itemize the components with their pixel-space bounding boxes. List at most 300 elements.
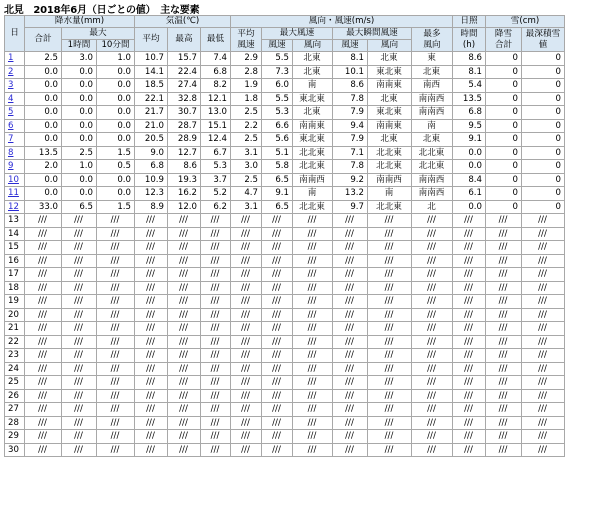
wind-most-line1: 最多 xyxy=(423,28,441,39)
precip-total-cell: /// xyxy=(25,416,62,430)
temp-avg-cell: /// xyxy=(135,322,168,336)
day-link[interactable]: 10 xyxy=(8,174,19,185)
day-link[interactable]: 8 xyxy=(8,147,14,158)
sunshine-hours-cell: /// xyxy=(453,254,486,268)
wind-max-speed-cell: 5.6 xyxy=(262,133,293,147)
precip-10m-cell: /// xyxy=(97,322,135,336)
day-cell xyxy=(5,308,25,322)
precip-10m-cell: /// xyxy=(97,403,135,417)
day-number: 23 xyxy=(8,350,19,361)
precip-1h-cell: /// xyxy=(62,362,97,376)
precip-1h-cell: 0.0 xyxy=(62,92,97,106)
table-row xyxy=(5,119,565,133)
wind-max-dir-header: 風向 xyxy=(293,40,333,52)
wind-gust-speed-cell: /// xyxy=(333,322,368,336)
wind-gust-dir-cell: 北北東 xyxy=(368,160,412,174)
temp-max-cell: /// xyxy=(168,308,201,322)
wind-gust-dir-cell: 北北東 xyxy=(368,146,412,160)
wind-max-dir-cell: 北東 xyxy=(293,106,333,120)
snow-depth-max-cell: /// xyxy=(522,430,565,444)
wind-gust-speed-cell: /// xyxy=(333,362,368,376)
snowfall-total-cell: 0 xyxy=(486,119,522,133)
precip-10m-cell: /// xyxy=(97,430,135,444)
table-row xyxy=(5,227,565,241)
snowdepth-header xyxy=(522,28,565,52)
day-cell xyxy=(5,79,25,93)
wind-gust-dir-cell: 北東 xyxy=(368,92,412,106)
precip-1h-cell: /// xyxy=(62,376,97,390)
wind-max-speed-cell: /// xyxy=(262,430,293,444)
precip-total-cell: 2.5 xyxy=(25,52,62,66)
day-number: 27 xyxy=(8,404,19,415)
wind-avg-speed-cell: 2.5 xyxy=(231,133,262,147)
table-row xyxy=(5,362,565,376)
temp-min-cell: /// xyxy=(201,281,231,295)
temp-avg-cell: 9.0 xyxy=(135,146,168,160)
wind-gust-speed-cell: /// xyxy=(333,295,368,309)
sunshine-hours-cell: 9.1 xyxy=(453,133,486,147)
day-header: 日 xyxy=(5,16,25,52)
temp-max-cell: 32.8 xyxy=(168,92,201,106)
wind-gust-speed-cell: /// xyxy=(333,443,368,457)
snowfall-total-cell: /// xyxy=(486,281,522,295)
wind-avg-speed-cell: /// xyxy=(231,254,262,268)
day-link[interactable]: 12 xyxy=(8,201,19,212)
wind-gust-speed-header: 風速 xyxy=(333,40,368,52)
snow-depth-max-cell: 0 xyxy=(522,133,565,147)
sunshine-hours-cell: /// xyxy=(453,295,486,309)
sunshine-hours-cell: 13.5 xyxy=(453,92,486,106)
temp-avg-cell: 21.7 xyxy=(135,106,168,120)
sunshine-hours-cell: /// xyxy=(453,281,486,295)
snow-depth-max-cell: /// xyxy=(522,214,565,228)
temp-max-header: 最高 xyxy=(168,28,201,52)
wind-max-speed-cell: 6.5 xyxy=(262,200,293,214)
sunshine-hours-cell: /// xyxy=(453,362,486,376)
precip-10m-cell: 1.5 xyxy=(97,200,135,214)
day-number: 22 xyxy=(8,336,19,347)
wind-gust-speed-cell: /// xyxy=(333,254,368,268)
day-cell xyxy=(5,295,25,309)
day-cell xyxy=(5,349,25,363)
sunshine-hours-cell: 8.6 xyxy=(453,52,486,66)
sunshine-hours-cell: /// xyxy=(453,241,486,255)
temp-min-cell: /// xyxy=(201,214,231,228)
snowfall-total-cell: 0 xyxy=(486,187,522,201)
wind-max-speed-cell: 5.1 xyxy=(262,146,293,160)
day-cell xyxy=(5,133,25,147)
snowfall-total-cell: 0 xyxy=(486,52,522,66)
precip-total-cell: /// xyxy=(25,389,62,403)
temp-min-cell: /// xyxy=(201,322,231,336)
snowfall-header xyxy=(486,28,522,52)
wind-max-speed-cell: 6.0 xyxy=(262,79,293,93)
table-row xyxy=(5,295,565,309)
wind-gust-speed-cell: /// xyxy=(333,389,368,403)
precip-total-cell: 0.0 xyxy=(25,133,62,147)
wind-most-dir-cell: 北北東 xyxy=(412,160,453,174)
snowfall-total-cell: /// xyxy=(486,362,522,376)
wind-avg-header xyxy=(231,28,262,52)
wind-gust-speed-cell: /// xyxy=(333,416,368,430)
snowfall-total-cell: 0 xyxy=(486,65,522,79)
wind-most-dir-cell: /// xyxy=(412,403,453,417)
wind-gust-speed-cell: /// xyxy=(333,376,368,390)
temp-min-cell: /// xyxy=(201,403,231,417)
wind-avg-speed-cell: /// xyxy=(231,281,262,295)
precip-10m-cell: 1.0 xyxy=(97,52,135,66)
day-number: 18 xyxy=(8,282,19,293)
wind-max-speed-cell: /// xyxy=(262,403,293,417)
temp-min-cell: 12.4 xyxy=(201,133,231,147)
precip-1h-cell: /// xyxy=(62,322,97,336)
wind-max-dir-cell: 南 xyxy=(293,79,333,93)
precip-total-cell: 0.0 xyxy=(25,106,62,120)
day-number: 15 xyxy=(8,242,19,253)
snow-depth-max-cell: /// xyxy=(522,362,565,376)
wind-max-dir-cell: /// xyxy=(293,443,333,457)
precip-1h-cell: 0.0 xyxy=(62,65,97,79)
sunshine-hours-cell: /// xyxy=(453,349,486,363)
day-cell xyxy=(5,335,25,349)
temp-min-cell: /// xyxy=(201,376,231,390)
temp-min-cell: 7.4 xyxy=(201,52,231,66)
snow-depth-max-cell: /// xyxy=(522,335,565,349)
day-cell xyxy=(5,173,25,187)
precip-total-cell: /// xyxy=(25,376,62,390)
wind-avg-speed-cell: /// xyxy=(231,403,262,417)
wind-gust-dir-cell: 南南東 xyxy=(368,119,412,133)
temp-avg-cell: 8.9 xyxy=(135,200,168,214)
precip-1h-cell: 0.0 xyxy=(62,173,97,187)
day-link[interactable]: 11 xyxy=(8,188,19,199)
table-row xyxy=(5,241,565,255)
table-row xyxy=(5,254,565,268)
precip-10m-cell: /// xyxy=(97,416,135,430)
day-number: 17 xyxy=(8,269,19,280)
table-row xyxy=(5,416,565,430)
snowfall-total-cell: /// xyxy=(486,349,522,363)
temp-min-cell: 6.2 xyxy=(201,200,231,214)
precip-total-cell: /// xyxy=(25,268,62,282)
wind-avg-speed-cell: /// xyxy=(231,322,262,336)
snowfall-total-cell: /// xyxy=(486,335,522,349)
day-link[interactable]: 2 xyxy=(8,66,14,77)
table-row xyxy=(5,52,565,66)
wind-gust-dir-cell: 北東 xyxy=(368,133,412,147)
precip-1h-cell: /// xyxy=(62,281,97,295)
wind-gust-speed-cell: /// xyxy=(333,241,368,255)
wind-gust-dir-header: 風向 xyxy=(368,40,412,52)
wind-gust-dir-cell: /// xyxy=(368,322,412,336)
wind-gust-dir-cell: /// xyxy=(368,214,412,228)
wind-gust-speed-cell: 7.8 xyxy=(333,160,368,174)
wind-most-dir-cell: /// xyxy=(412,335,453,349)
wind-max-dir-cell: 南南西 xyxy=(293,173,333,187)
wind-max-speed-cell: 5.3 xyxy=(262,106,293,120)
precip-total-cell: 0.0 xyxy=(25,187,62,201)
temp-max-cell: 12.7 xyxy=(168,146,201,160)
wind-gust-dir-cell: /// xyxy=(368,362,412,376)
snowdepth-line2: 値 xyxy=(538,39,548,50)
precip-1h-cell: 6.5 xyxy=(62,200,97,214)
precip-10m-cell: 0.5 xyxy=(97,160,135,174)
precip-1h-cell: /// xyxy=(62,335,97,349)
wind-gust-dir-cell: 南 xyxy=(368,187,412,201)
precip-10m-cell: 0.0 xyxy=(97,106,135,120)
day-number: 26 xyxy=(8,390,19,401)
snow-depth-max-cell: 0 xyxy=(522,200,565,214)
wind-gust-dir-cell: /// xyxy=(368,335,412,349)
precip-1h-cell: /// xyxy=(62,227,97,241)
day-link[interactable]: 7 xyxy=(8,134,14,145)
precip-1h-cell: 2.5 xyxy=(62,146,97,160)
wind-max-speed-cell: /// xyxy=(262,349,293,363)
precip-1h-cell: /// xyxy=(62,254,97,268)
day-link[interactable]: 9 xyxy=(8,161,14,172)
temp-avg-cell: /// xyxy=(135,227,168,241)
precip-1h-cell: /// xyxy=(62,430,97,444)
temp-avg-cell: 22.1 xyxy=(135,92,168,106)
temp-avg-cell: 10.7 xyxy=(135,52,168,66)
wind-most-dir-cell: /// xyxy=(412,254,453,268)
snowfall-total-cell: /// xyxy=(486,308,522,322)
sunshine-hours-cell: /// xyxy=(453,214,486,228)
precip-total-cell: 0.0 xyxy=(25,119,62,133)
temp-min-cell: /// xyxy=(201,443,231,457)
sunshine-hours-cell: /// xyxy=(453,403,486,417)
snowfall-total-cell: /// xyxy=(486,322,522,336)
temp-avg-cell: /// xyxy=(135,349,168,363)
wind-avg-speed-cell: /// xyxy=(231,214,262,228)
wind-most-dir-cell: 北北東 xyxy=(412,146,453,160)
precip-total-cell: 0.0 xyxy=(25,173,62,187)
temp-max-cell: /// xyxy=(168,268,201,282)
sunshine-hours-cell: 8.4 xyxy=(453,173,486,187)
snowfall-total-cell: /// xyxy=(486,403,522,417)
day-link[interactable]: 4 xyxy=(8,93,14,104)
sunshine-hours-cell: 8.1 xyxy=(453,65,486,79)
table-row xyxy=(5,349,565,363)
precip-10m-cell: 0.0 xyxy=(97,79,135,93)
wind-max-dir-cell: 北東 xyxy=(293,65,333,79)
snow-depth-max-cell: 0 xyxy=(522,106,565,120)
precip-1h-cell: 0.0 xyxy=(62,106,97,120)
temp-min-cell: /// xyxy=(201,416,231,430)
wind-max-speed-cell: 6.6 xyxy=(262,119,293,133)
snowfall-total-cell: 0 xyxy=(486,79,522,93)
sun-header xyxy=(453,28,486,52)
snowfall-total-cell: /// xyxy=(486,214,522,228)
temp-max-cell: /// xyxy=(168,403,201,417)
precip-10m-cell: /// xyxy=(97,389,135,403)
wind-max-speed-cell: /// xyxy=(262,214,293,228)
wind-max-speed-cell: /// xyxy=(262,254,293,268)
day-cell xyxy=(5,160,25,174)
sunshine-hours-cell: /// xyxy=(453,308,486,322)
wind-gust-dir-cell: /// xyxy=(368,403,412,417)
wind-gust-dir-cell: /// xyxy=(368,254,412,268)
day-number: 28 xyxy=(8,417,19,428)
day-cell xyxy=(5,376,25,390)
table-row xyxy=(5,79,565,93)
temp-max-cell: /// xyxy=(168,362,201,376)
precip-1h-cell: /// xyxy=(62,295,97,309)
snow-depth-max-cell: /// xyxy=(522,295,565,309)
wind-avg-speed-cell: /// xyxy=(231,308,262,322)
wind-max-dir-cell: /// xyxy=(293,214,333,228)
temp-max-cell: /// xyxy=(168,281,201,295)
wind-avg-speed-cell: 2.5 xyxy=(231,173,262,187)
precip-10m-cell: /// xyxy=(97,214,135,228)
wind-max-speed-cell: /// xyxy=(262,376,293,390)
precip-1h-header: 1時間 xyxy=(62,40,97,52)
temp-min-cell: 5.2 xyxy=(201,187,231,201)
wind-avg-line1: 平均 xyxy=(237,28,255,39)
precip-10m-header: 10分間 xyxy=(97,40,135,52)
precip-total-cell: /// xyxy=(25,295,62,309)
wind-max-dir-cell: /// xyxy=(293,281,333,295)
wind-max-speed-cell: /// xyxy=(262,268,293,282)
precip-10m-cell: 0.0 xyxy=(97,65,135,79)
temp-avg-cell: 21.0 xyxy=(135,119,168,133)
wind-most-dir-cell: /// xyxy=(412,308,453,322)
wind-most-dir-cell: /// xyxy=(412,376,453,390)
temp-max-cell: 22.4 xyxy=(168,65,201,79)
wind-gust-speed-cell: /// xyxy=(333,335,368,349)
day-link[interactable]: 3 xyxy=(8,80,14,91)
day-link[interactable]: 5 xyxy=(8,107,14,118)
day-cell xyxy=(5,389,25,403)
table-row xyxy=(5,376,565,390)
table-row xyxy=(5,65,565,79)
wind-gust-dir-cell: /// xyxy=(368,281,412,295)
temp-max-cell: 30.7 xyxy=(168,106,201,120)
temp-avg-cell: /// xyxy=(135,268,168,282)
wind-avg-speed-cell: 2.5 xyxy=(231,106,262,120)
temp-max-cell: 19.3 xyxy=(168,173,201,187)
table-row xyxy=(5,200,565,214)
day-link[interactable]: 1 xyxy=(8,53,14,64)
sunshine-hours-cell: /// xyxy=(453,322,486,336)
temp-avg-cell: 10.9 xyxy=(135,173,168,187)
snow-depth-max-cell: 0 xyxy=(522,52,565,66)
snow-depth-max-cell: /// xyxy=(522,241,565,255)
temp-avg-cell: /// xyxy=(135,335,168,349)
precip-total-cell: /// xyxy=(25,362,62,376)
sunshine-hours-cell: /// xyxy=(453,376,486,390)
wind-gust-speed-cell: 8.6 xyxy=(333,79,368,93)
snow-depth-max-cell: /// xyxy=(522,389,565,403)
wind-gust-speed-cell: /// xyxy=(333,349,368,363)
wind-max-dir-cell: 南南東 xyxy=(293,119,333,133)
sunshine-hours-cell: /// xyxy=(453,430,486,444)
temp-min-cell: 15.1 xyxy=(201,119,231,133)
wind-gust-dir-cell: /// xyxy=(368,268,412,282)
wind-max-speed-cell: /// xyxy=(262,443,293,457)
precip-10m-cell: /// xyxy=(97,254,135,268)
day-cell xyxy=(5,362,25,376)
table-row xyxy=(5,187,565,201)
wind-most-dir-cell: 南南西 xyxy=(412,173,453,187)
wind-gust-dir-cell: /// xyxy=(368,443,412,457)
snow-depth-max-cell: /// xyxy=(522,376,565,390)
temp-max-cell: /// xyxy=(168,335,201,349)
sunshine-hours-cell: /// xyxy=(453,389,486,403)
wind-max-dir-cell: /// xyxy=(293,335,333,349)
wind-max-dir-cell: /// xyxy=(293,416,333,430)
day-cell xyxy=(5,92,25,106)
temp-avg-cell: /// xyxy=(135,295,168,309)
wind-max-dir-cell: /// xyxy=(293,362,333,376)
wind-gust-dir-cell: /// xyxy=(368,416,412,430)
wind-max-speed-cell: /// xyxy=(262,281,293,295)
precip-1h-cell: /// xyxy=(62,308,97,322)
temp-max-cell: 28.9 xyxy=(168,133,201,147)
snowfall-line2: 合計 xyxy=(494,39,513,50)
snowfall-total-cell: /// xyxy=(486,241,522,255)
precip-10m-cell: /// xyxy=(97,308,135,322)
precip-10m-cell: /// xyxy=(97,349,135,363)
sunshine-hours-cell: 5.4 xyxy=(453,79,486,93)
temp-avg-cell: 14.1 xyxy=(135,65,168,79)
table-row xyxy=(5,389,565,403)
precip-10m-cell: /// xyxy=(97,295,135,309)
snowfall-total-cell: /// xyxy=(486,268,522,282)
table-row xyxy=(5,146,565,160)
temp-min-cell: /// xyxy=(201,389,231,403)
day-cell xyxy=(5,187,25,201)
snow-group-header: 雪(cm) xyxy=(486,16,565,28)
day-cell xyxy=(5,268,25,282)
wind-gust-dir-cell: /// xyxy=(368,241,412,255)
wind-gust-dir-cell: 東北東 xyxy=(368,65,412,79)
snowfall-total-cell: /// xyxy=(486,430,522,444)
wind-gust-dir-cell: /// xyxy=(368,376,412,390)
snowfall-total-cell: 0 xyxy=(486,173,522,187)
wind-most-dir-cell: 南南西 xyxy=(412,92,453,106)
wind-avg-speed-cell: /// xyxy=(231,416,262,430)
snowfall-total-cell: /// xyxy=(486,389,522,403)
wind-avg-speed-cell: /// xyxy=(231,295,262,309)
wind-avg-speed-cell: /// xyxy=(231,362,262,376)
wind-max-dir-cell: /// xyxy=(293,308,333,322)
precip-total-cell: /// xyxy=(25,349,62,363)
page-title: 北見 2018年6月（日ごとの値） 主な要素 xyxy=(4,5,200,16)
wind-max-speed-cell: /// xyxy=(262,322,293,336)
snowfall-total-cell: 0 xyxy=(486,92,522,106)
wind-max-dir-cell: /// xyxy=(293,295,333,309)
day-number: 19 xyxy=(8,296,19,307)
temp-max-cell: /// xyxy=(168,227,201,241)
wind-max-dir-cell: /// xyxy=(293,227,333,241)
day-cell xyxy=(5,430,25,444)
wind-most-dir-cell: 南西 xyxy=(412,79,453,93)
wind-max-dir-cell: /// xyxy=(293,403,333,417)
day-cell xyxy=(5,119,25,133)
wind-max-dir-cell: 東北東 xyxy=(293,133,333,147)
wind-most-dir-cell: /// xyxy=(412,349,453,363)
temp-avg-cell: /// xyxy=(135,281,168,295)
wind-gust-header: 最大瞬間風速 xyxy=(333,28,412,40)
wind-avg-speed-cell: /// xyxy=(231,443,262,457)
wind-most-line2: 風向 xyxy=(423,39,441,50)
wind-avg-speed-cell: 2.8 xyxy=(231,65,262,79)
temp-max-cell: /// xyxy=(168,214,201,228)
day-link[interactable]: 6 xyxy=(8,120,14,131)
wind-gust-speed-cell: /// xyxy=(333,227,368,241)
snowfall-total-cell: /// xyxy=(486,416,522,430)
